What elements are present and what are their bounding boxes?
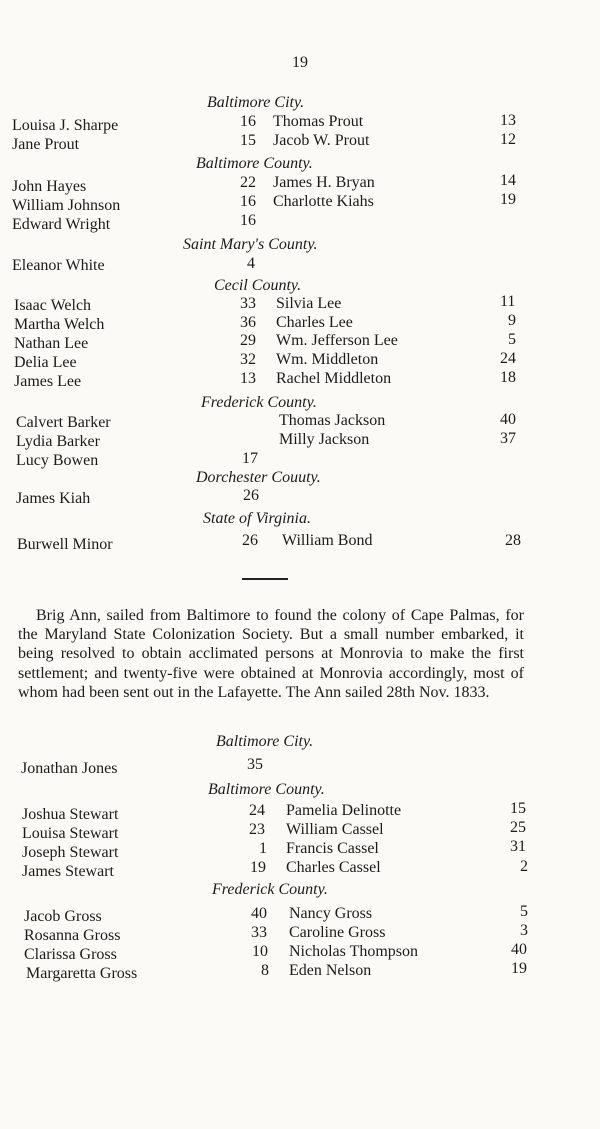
heading-baltimore-city: Baltimore City. xyxy=(207,94,305,111)
table-row-age: 33 xyxy=(251,924,267,941)
heading-frederick-county: Frederick County. xyxy=(201,394,317,411)
table-row-age2: 5 xyxy=(508,331,516,348)
table-row-name: Clarissa Gross xyxy=(24,946,117,963)
table-row-age: 26 xyxy=(243,487,259,504)
table-row-age: 32 xyxy=(240,351,256,368)
table-row-age2: 3 xyxy=(520,922,528,939)
table-row-age2: 18 xyxy=(500,369,516,386)
table-row-name2: William Bond xyxy=(282,532,373,549)
table-row-name2: Nancy Gross xyxy=(289,905,373,922)
heading-saint-marys-county: Saint Mary's County. xyxy=(183,236,318,253)
table-row-name2: Jacob W. Prout xyxy=(273,132,370,149)
table-row-age2: 37 xyxy=(500,430,516,447)
table-row-name2: Thomas Prout xyxy=(273,113,364,130)
table-row-name: Lucy Bowen xyxy=(16,452,99,469)
table-row-age2: 5 xyxy=(520,903,528,920)
table-row-name: Rosanna Gross xyxy=(24,927,121,944)
table-row-name2: Francis Cassel xyxy=(286,840,379,857)
table-row-age2: 12 xyxy=(500,131,516,148)
heading-cecil-county: Cecil County. xyxy=(214,277,302,294)
table-row-age: 23 xyxy=(249,821,265,838)
table-row-age2: 15 xyxy=(510,800,526,817)
table-row-age: 17 xyxy=(242,450,258,467)
table-row-age: 1 xyxy=(259,840,267,857)
heading-frederick-county: Frederick County. xyxy=(212,881,328,898)
table-row-name2: Nicholas Thompson xyxy=(289,943,419,960)
table-row-name2: Milly Jackson xyxy=(279,431,370,448)
table-row-name: Jonathan Jones xyxy=(21,760,118,777)
table-row-name2: Thomas Jackson xyxy=(279,412,386,429)
table-row-age2: 2 xyxy=(520,858,528,875)
table-row-age2: 25 xyxy=(510,819,526,836)
table-row-name: James Kiah xyxy=(16,490,91,507)
table-row-age: 16 xyxy=(240,212,256,229)
table-row-age: 36 xyxy=(240,314,256,331)
table-row-age: 29 xyxy=(240,332,256,349)
table-row-age: 24 xyxy=(249,802,265,819)
table-row-age2: 14 xyxy=(500,172,516,189)
heading-state-of-virginia: State of Virginia. xyxy=(203,510,311,527)
table-row-name2: Wm. Jefferson Lee xyxy=(276,332,398,349)
table-row-name2: Wm. Middleton xyxy=(276,351,379,368)
table-row-age: 16 xyxy=(240,113,256,130)
table-row-name: James Lee xyxy=(14,373,82,390)
table-row-age: 22 xyxy=(240,174,256,191)
table-row-name: Margaretta Gross xyxy=(26,965,138,982)
table-row-name2: Pamelia Delinotte xyxy=(286,802,402,819)
table-row-name: Louisa J. Sharpe xyxy=(12,117,119,134)
table-row-name: Martha Welch xyxy=(14,316,105,333)
intro-paragraph: Brig Ann, sailed from Baltimore to found the colony of Cape Palmas, for the Maryland State Colonization Society. But a small number embarked, it being resolved to obtain acclimated persons at Monrovia to make the first settlement; and twenty-five were obtained at Monrovia accordingly, most of whom had been sent out in the Lafayette. The Ann sailed 28th Nov. 1833. xyxy=(18,607,524,701)
table-row-name: Joshua Stewart xyxy=(22,806,119,823)
table-row-name: Louisa Stewart xyxy=(22,825,119,842)
table-row-name: Joseph Stewart xyxy=(22,844,119,861)
table-row-age2: 40 xyxy=(511,941,527,958)
table-row-name2: James H. Bryan xyxy=(273,174,375,191)
table-row-age: 19 xyxy=(250,859,266,876)
table-row-age2: 9 xyxy=(508,312,516,329)
table-row-age2: 19 xyxy=(511,960,527,977)
table-row-name: Jane Prout xyxy=(12,136,80,153)
table-row-name: Delia Lee xyxy=(14,354,77,371)
table-row-name: Lydia Barker xyxy=(16,433,100,450)
table-row-age: 16 xyxy=(240,193,256,210)
table-row-name: Isaac Welch xyxy=(14,297,92,314)
table-row-name: Calvert Barker xyxy=(16,414,111,431)
table-row-age: 13 xyxy=(240,370,256,387)
heading-dorchester-county: Dorchester Couuty. xyxy=(196,469,321,486)
table-row-age: 15 xyxy=(240,132,256,149)
table-row-age2: 28 xyxy=(505,532,521,549)
table-row-age: 26 xyxy=(242,532,258,549)
heading-baltimore-city: Baltimore City. xyxy=(216,733,314,750)
table-row-age2: 31 xyxy=(510,838,526,855)
heading-baltimore-county: Baltimore County. xyxy=(208,781,325,798)
table-row-age: 10 xyxy=(252,943,268,960)
table-row-age2: 11 xyxy=(500,293,516,310)
table-row-age: 40 xyxy=(251,905,267,922)
table-row-name2: Rachel Middleton xyxy=(276,370,392,387)
table-row-age2: 13 xyxy=(500,112,516,129)
table-row-age2: 19 xyxy=(500,191,516,208)
heading-baltimore-county: Baltimore County. xyxy=(196,155,313,172)
table-row-name: Edward Wright xyxy=(12,216,111,233)
table-row-age: 4 xyxy=(247,255,255,272)
table-row-age2: 24 xyxy=(500,350,516,367)
table-row-age2: 40 xyxy=(500,411,516,428)
table-row-name2: Eden Nelson xyxy=(289,962,372,979)
table-row-name2: Silvia Lee xyxy=(276,295,342,312)
table-row-name: Jacob Gross xyxy=(24,908,102,925)
table-row-age: 35 xyxy=(247,756,263,773)
table-row-name2: Charlotte Kiahs xyxy=(273,193,374,210)
table-row-age: 33 xyxy=(240,295,256,312)
table-row-name2: Caroline Gross xyxy=(289,924,386,941)
table-row-name2: Charles Lee xyxy=(276,314,353,331)
table-row-name: William Johnson xyxy=(12,197,121,214)
page-number: 19 xyxy=(292,54,308,71)
table-row-name: James Stewart xyxy=(22,863,114,880)
table-row-name2: Charles Cassel xyxy=(286,859,381,876)
table-row-name: Burwell Minor xyxy=(17,536,113,553)
section-divider xyxy=(242,578,288,580)
table-row-age: 8 xyxy=(261,962,269,979)
table-row-name: Nathan Lee xyxy=(14,335,89,352)
table-row-name: Eleanor White xyxy=(12,257,105,274)
table-row-name: John Hayes xyxy=(12,178,87,195)
table-row-name2: William Cassel xyxy=(286,821,384,838)
